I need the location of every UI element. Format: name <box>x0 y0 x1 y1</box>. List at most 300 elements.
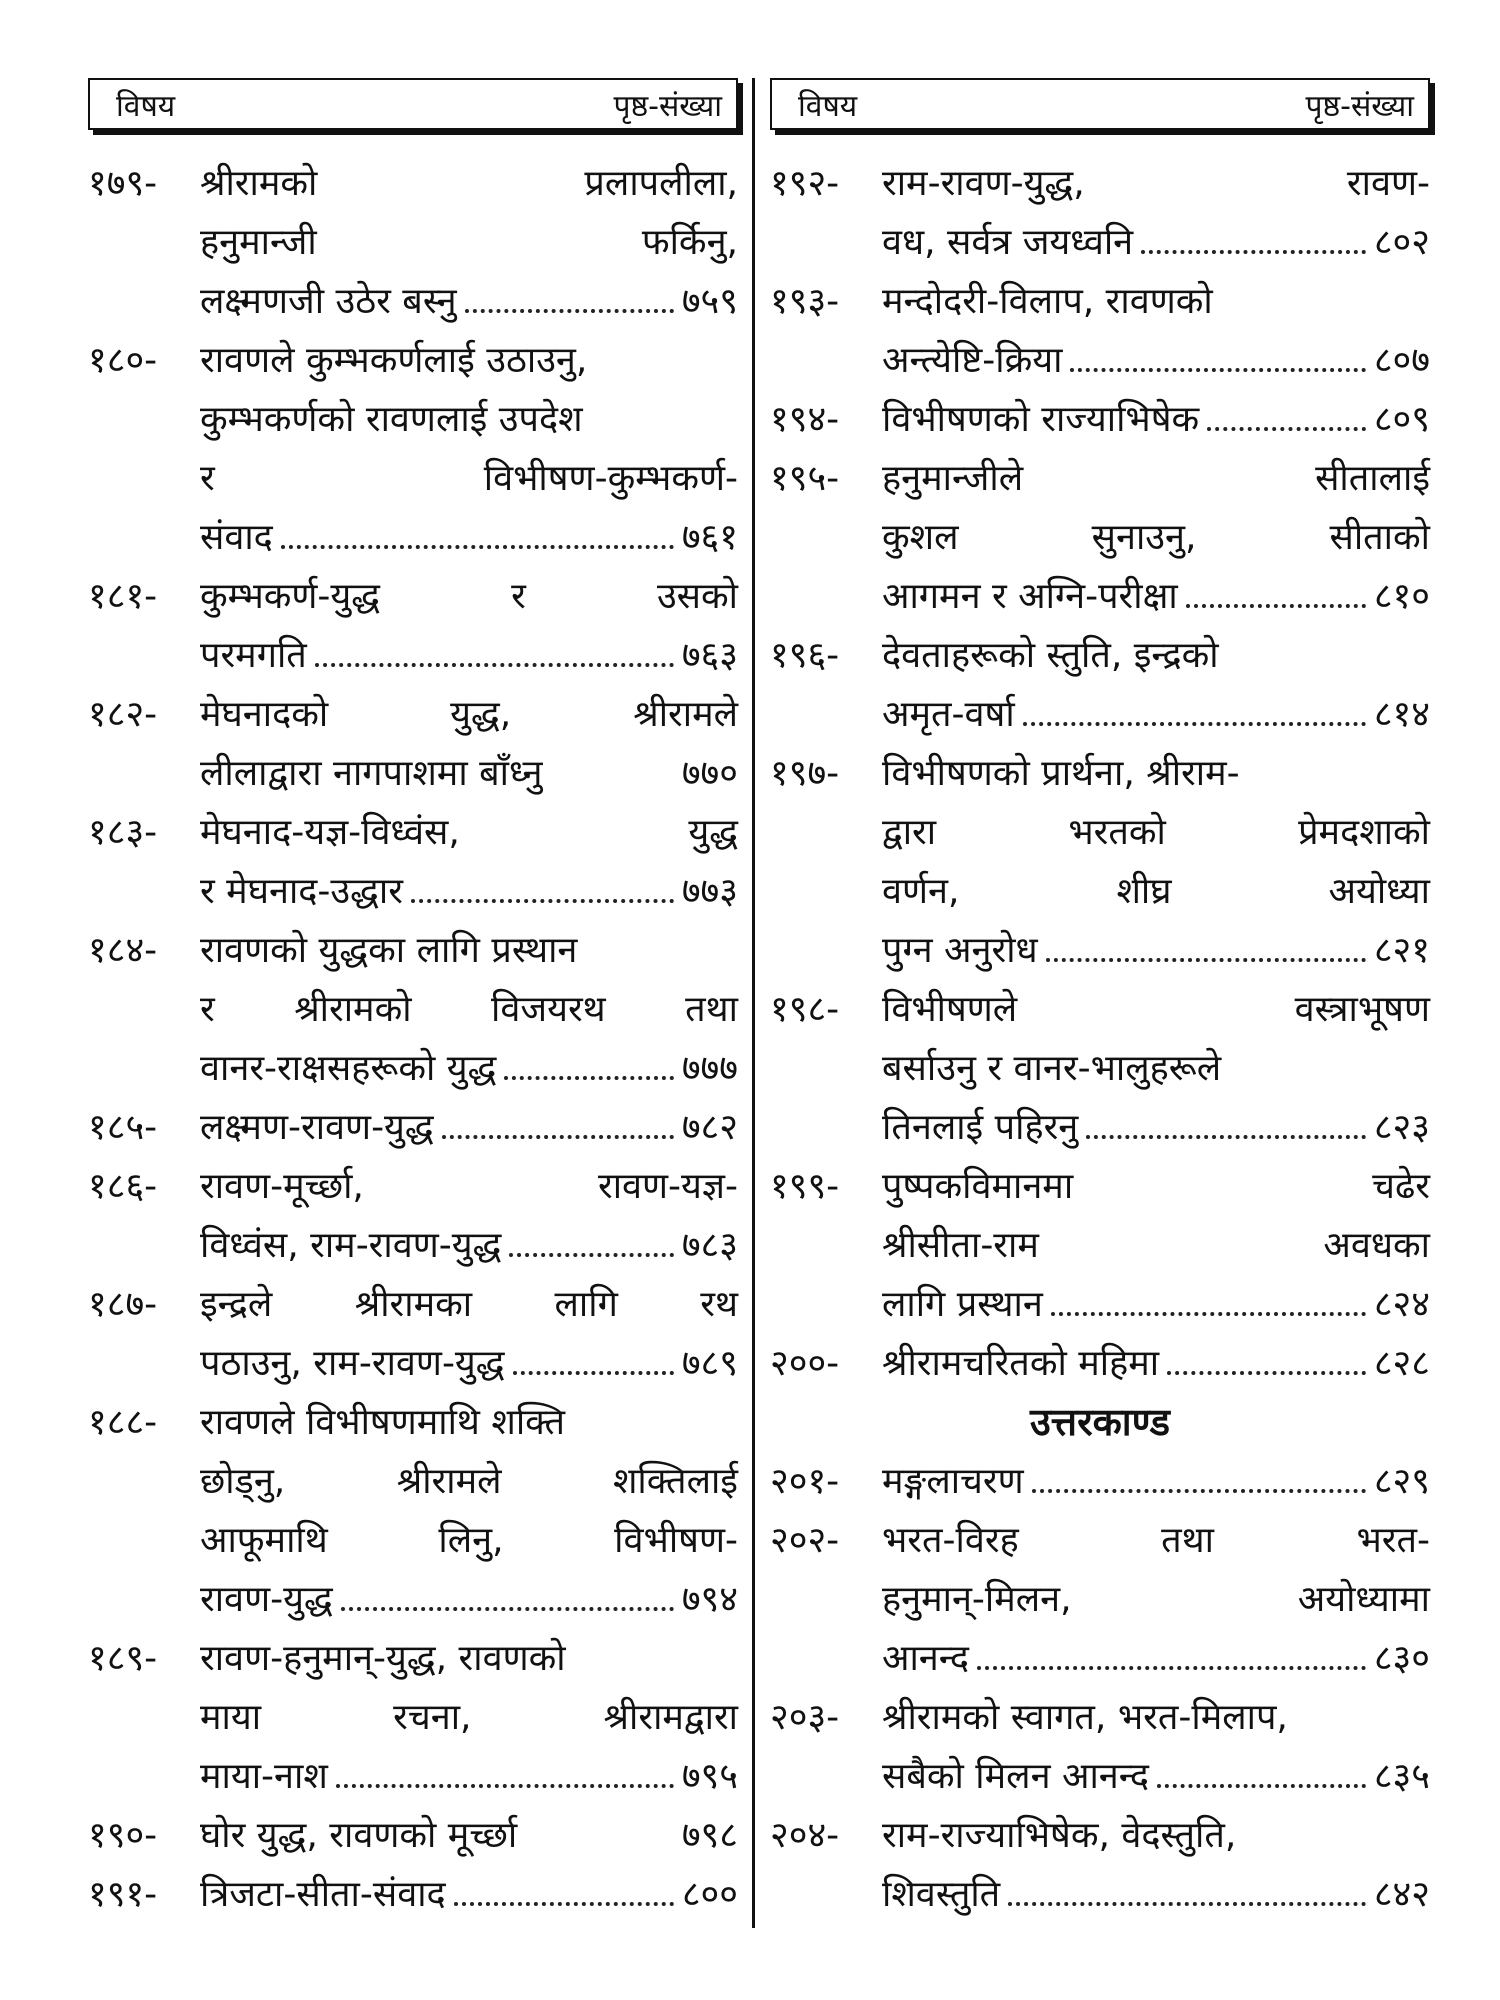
entry-line <box>882 862 1430 921</box>
entry-line-text: सबैको मिलन आनन्द <box>882 1756 1150 1797</box>
entry-word: रथ <box>700 1284 738 1325</box>
toc-entry <box>88 1393 738 1629</box>
dot-leader <box>1086 1098 1366 1139</box>
entry-line <box>200 1216 738 1275</box>
entry-word: युद्ध <box>688 812 738 853</box>
entry-title <box>882 390 1430 449</box>
entry-line-text: बर्साउनु र वानर-भालुहरूले <box>882 1048 1222 1089</box>
entry-line <box>882 1452 1430 1511</box>
page-number: ८४२ <box>1373 1874 1430 1915</box>
entry-word: र <box>200 458 215 499</box>
entry-line-text: रावणले विभीषणमाथि शक्ति <box>200 1402 565 1443</box>
entry-line-text <box>882 1570 1430 1629</box>
entry-line-text: कुम्भकर्णको रावणलाई उपदेश <box>200 399 583 440</box>
entry-word: छोड्नु, <box>200 1461 286 1502</box>
entry-word: युद्ध, <box>450 694 512 735</box>
dot-leader <box>513 1334 674 1375</box>
dot-leader <box>315 626 674 667</box>
page-number: ७६१ <box>681 517 738 558</box>
entry-line-text: आनन्द <box>882 1638 970 1679</box>
entry-line-text: रावण-हनुमान्-युद्ध, रावणको <box>200 1638 566 1679</box>
dot-leader <box>281 508 674 549</box>
toc-entry <box>88 1098 738 1157</box>
entry-title <box>882 154 1430 272</box>
entry-line-text <box>200 449 738 508</box>
entry-line-text: माया-नाश <box>200 1756 328 1797</box>
entry-line <box>200 390 738 449</box>
entry-number: १८४- <box>88 930 158 971</box>
entry-line <box>200 1688 738 1747</box>
gap <box>525 1806 674 1847</box>
entry-line <box>200 449 738 508</box>
entry-line <box>200 154 738 213</box>
toc-entry <box>770 744 1430 980</box>
entry-line-text: राम-राज्याभिषेक, वेदस्तुति, <box>882 1815 1237 1856</box>
entry-line-text <box>882 1157 1430 1216</box>
entry-line-text: पठाउनु, राम-रावण-युद्ध <box>200 1343 505 1384</box>
entry-word: विभीषण-कुम्भकर्ण- <box>483 458 738 499</box>
entry-line-text: अन्त्येष्टि-क्रिया <box>882 340 1063 381</box>
toc-entry <box>770 1157 1430 1334</box>
entry-title <box>882 1157 1430 1334</box>
entry-line-text: श्रीरामचरितको महिमा <box>882 1343 1160 1384</box>
entry-title <box>200 1157 738 1275</box>
entry-number: १९७- <box>770 753 840 794</box>
entry-number: २०४- <box>770 1815 840 1856</box>
page-number: ७८२ <box>681 1107 738 1148</box>
toc-entry <box>88 1275 738 1393</box>
dot-leader <box>1167 1334 1366 1375</box>
toc-entry <box>88 1865 738 1924</box>
page-number: ७९४ <box>681 1579 738 1620</box>
entry-title <box>882 1806 1430 1924</box>
entry-line-text <box>882 803 1430 862</box>
entry-number: २०३- <box>770 1697 840 1738</box>
entry-line-text: लागि प्रस्थान <box>882 1284 1043 1325</box>
entry-line <box>200 744 738 803</box>
gap <box>551 744 674 785</box>
entry-word: वस्त्राभूषण <box>1294 989 1430 1030</box>
dot-leader <box>411 862 674 903</box>
entry-line <box>882 1039 1430 1098</box>
dot-leader <box>1207 390 1366 431</box>
entry-line-text <box>200 1157 738 1216</box>
page-number: ७७३ <box>681 871 738 912</box>
dot-leader <box>1046 921 1366 962</box>
entry-line-text: श्रीरामको स्वागत, भरत-मिलाप, <box>882 1697 1288 1738</box>
entry-word: मेघनाद-यज्ञ-विध्वंस, <box>200 812 460 853</box>
entry-number: १९२- <box>770 163 840 204</box>
entry-word: विभीषणले <box>882 989 1018 1030</box>
entry-line-text <box>200 1275 738 1334</box>
page-number: ८२९ <box>1373 1461 1430 1502</box>
entry-line <box>882 449 1430 508</box>
entry-number: १९३- <box>770 281 840 322</box>
entry-line-text: अमृत-वर्षा <box>882 694 1015 735</box>
entry-line <box>200 626 738 685</box>
entry-number: १७९- <box>88 163 158 204</box>
toc-entry <box>770 1452 1430 1511</box>
entry-line-text: देवताहरूको स्तुति, इन्द्रको <box>882 635 1219 676</box>
entry-word: द्वारा <box>882 812 937 853</box>
entry-word: श्रीरामको <box>294 989 412 1030</box>
entry-word: हनुमान्-मिलन, <box>882 1579 1072 1620</box>
entry-line-text: वध, सर्वत्र जयध्वनि <box>882 222 1134 263</box>
entry-number: १९८- <box>770 989 840 1030</box>
entry-line <box>200 272 738 331</box>
entry-word: श्रीसीता-राम <box>882 1225 1039 1266</box>
entry-line-text: विभीषणको प्रार्थना, श्रीराम- <box>882 753 1240 794</box>
entry-title <box>882 1688 1430 1806</box>
entry-word: कुशल <box>882 517 959 558</box>
entry-line-text: रावणको युद्धका लागि प्रस्थान <box>200 930 578 971</box>
entry-word: शक्तिलाई <box>612 1461 738 1502</box>
entry-line-text <box>200 685 738 744</box>
entry-line-text <box>200 1688 738 1747</box>
dot-leader <box>341 1570 674 1611</box>
entry-line <box>200 213 738 272</box>
entry-line-text: तिनलाई पहिरनु <box>882 1107 1079 1148</box>
page-number: ७८३ <box>681 1225 738 1266</box>
entry-number: १९०- <box>88 1815 158 1856</box>
entry-word: हनुमान्जी <box>200 222 317 263</box>
page-number: ८२४ <box>1373 1284 1430 1325</box>
entry-title <box>200 567 738 685</box>
entry-word: माया <box>200 1697 262 1738</box>
entry-number: १९९- <box>770 1166 840 1207</box>
page-number: ८२३ <box>1373 1107 1430 1148</box>
left-entries <box>88 154 738 1924</box>
entry-number: १८५- <box>88 1107 158 1148</box>
entry-line <box>882 331 1430 390</box>
entry-word: सीतालाई <box>1315 458 1430 499</box>
entry-line <box>200 1570 738 1629</box>
entry-number: १९१- <box>88 1874 158 1915</box>
entry-line <box>200 1511 738 1570</box>
entry-line <box>200 921 738 980</box>
entry-word: अयोध्यामा <box>1297 1579 1430 1620</box>
subject-heading: विषय <box>798 88 858 124</box>
entry-word: रचना, <box>393 1697 472 1738</box>
entry-line <box>200 685 738 744</box>
dot-leader <box>1157 1747 1366 1788</box>
entry-line-text <box>882 508 1430 567</box>
entry-word: श्रीरामको <box>200 163 318 204</box>
page-number: ८०२ <box>1373 222 1430 263</box>
entry-line <box>200 803 738 862</box>
entry-line-text: त्रिजटा-सीता-संवाद <box>200 1874 446 1915</box>
entry-number: १८१- <box>88 576 158 617</box>
page-number: ७६३ <box>681 635 738 676</box>
entry-line-text <box>882 862 1430 921</box>
entry-line-text: लक्ष्मण-रावण-युद्ध <box>200 1107 434 1148</box>
entry-number: २०१- <box>770 1461 840 1502</box>
entry-word: भरत-विरह <box>882 1520 1019 1561</box>
page-number: ८२१ <box>1373 930 1430 971</box>
entry-line-text: मङ्गलाचरण <box>882 1461 1024 1502</box>
entry-number: १९५- <box>770 458 840 499</box>
entry-line <box>200 1275 738 1334</box>
page-number: ८१० <box>1373 576 1430 617</box>
entry-title <box>200 1629 738 1806</box>
toc-entry <box>770 449 1430 626</box>
entry-line-text: लीलाद्वारा नागपाशमा बाँध्नु <box>200 753 543 794</box>
entry-line-text <box>882 1511 1430 1570</box>
entry-line <box>200 1806 738 1865</box>
entry-word: श्रीरामका <box>354 1284 473 1325</box>
entry-line <box>882 685 1430 744</box>
page-number: ७८९ <box>681 1343 738 1384</box>
entry-title <box>200 331 738 567</box>
dot-leader <box>1051 1275 1366 1316</box>
entry-word: तथा <box>1161 1520 1215 1561</box>
entry-word: रावण-मूर्च्छा, <box>200 1166 364 1207</box>
entry-number: १८६- <box>88 1166 158 1207</box>
left-column <box>88 78 738 1924</box>
toc-entry <box>88 1806 738 1865</box>
dot-leader <box>504 1039 673 1080</box>
entry-line <box>200 1452 738 1511</box>
dot-leader <box>1008 1865 1366 1906</box>
entry-title <box>200 921 738 1098</box>
entry-word: विजयरथ <box>491 989 606 1030</box>
entry-line-text <box>200 154 738 213</box>
entry-line-text: लक्ष्मणजी उठेर बस्नु <box>200 281 457 322</box>
entry-line <box>200 862 738 921</box>
entry-word: वर्णन, <box>882 871 960 912</box>
entry-word: अवधका <box>1323 1225 1430 1266</box>
entry-number: २०२- <box>770 1520 840 1561</box>
entry-line <box>882 1747 1430 1806</box>
entry-title <box>200 803 738 921</box>
entry-line <box>200 567 738 626</box>
entry-line-text: विध्वंस, राम-रावण-युद्ध <box>200 1225 502 1266</box>
left-header-box <box>88 78 738 130</box>
toc-entry <box>88 331 738 567</box>
entry-line <box>200 1393 738 1452</box>
entry-line <box>882 1157 1430 1216</box>
entry-word: शीघ्र <box>1116 871 1172 912</box>
toc-entry <box>770 1806 1430 1924</box>
page-number: ७७७ <box>681 1048 738 1089</box>
entry-word: आफूमाथि <box>200 1520 328 1561</box>
entry-title <box>200 1393 738 1629</box>
entry-word: लिनु, <box>438 1520 504 1561</box>
entry-title <box>882 1334 1430 1393</box>
entry-line-text <box>882 154 1430 213</box>
subject-heading: विषय <box>116 88 176 124</box>
toc-entry <box>88 1157 738 1275</box>
entry-title <box>200 1098 738 1157</box>
page-number: ७५९ <box>681 281 738 322</box>
entry-line <box>882 1275 1430 1334</box>
entry-line <box>882 1865 1430 1924</box>
entry-line-text <box>200 213 738 272</box>
entry-line <box>200 1865 738 1924</box>
toc-entry <box>88 567 738 685</box>
entry-title <box>200 154 738 331</box>
entry-line <box>882 1629 1430 1688</box>
entry-line <box>200 1157 738 1216</box>
entry-number: १८७- <box>88 1284 158 1325</box>
entry-line <box>200 1334 738 1393</box>
entry-line <box>200 1039 738 1098</box>
entry-line-text <box>200 980 738 1039</box>
entry-line-text: पुग्न अनुरोध <box>882 930 1038 971</box>
toc-entry <box>770 626 1430 744</box>
dot-leader <box>465 272 674 313</box>
dot-leader <box>1032 1452 1366 1493</box>
entry-title <box>882 272 1430 390</box>
entry-word: कुम्भकर्ण-युद्ध <box>200 576 381 617</box>
entry-line-text <box>200 1511 738 1570</box>
page-number: ८१४ <box>1373 694 1430 735</box>
entry-word: रावण- <box>1346 163 1430 204</box>
entry-title <box>200 685 738 803</box>
toc-entry <box>88 685 738 803</box>
dot-leader <box>1141 213 1366 254</box>
entry-line-text <box>200 1452 738 1511</box>
entry-word: उसको <box>656 576 738 617</box>
toc-entry <box>770 980 1430 1157</box>
entry-number: १८०- <box>88 340 158 381</box>
entry-word: पुष्पकविमानमा <box>882 1166 1074 1207</box>
entry-line <box>882 980 1430 1039</box>
page-number-heading: पृष्ठ-संख्या <box>613 88 722 124</box>
entry-line <box>882 1216 1430 1275</box>
dot-leader <box>1186 567 1366 608</box>
entry-word: मेघनादको <box>200 694 329 735</box>
entry-word: सुनाउनु, <box>1091 517 1197 558</box>
toc-entry <box>88 154 738 331</box>
entry-line <box>882 390 1430 449</box>
page-number: ७७० <box>681 753 738 794</box>
dot-leader <box>1070 331 1365 372</box>
entry-line <box>882 154 1430 213</box>
entry-number: २००- <box>770 1343 840 1384</box>
entry-line-text: शिवस्तुति <box>882 1874 1001 1915</box>
entry-word: चढेर <box>1372 1166 1430 1207</box>
page-number: ८३० <box>1373 1638 1430 1679</box>
entry-line-text: विभीषणको राज्याभिषेक <box>882 399 1200 440</box>
entry-word: हनुमान्जीले <box>882 458 1024 499</box>
entry-line <box>200 508 738 567</box>
entry-line <box>200 980 738 1039</box>
entry-line <box>200 331 738 390</box>
entry-line-text: परमगति <box>200 635 307 676</box>
entry-line-text <box>200 803 738 862</box>
dot-leader <box>509 1216 673 1257</box>
entry-line-text: संवाद <box>200 517 273 558</box>
entry-line <box>200 1747 738 1806</box>
entry-word: सीताको <box>1329 517 1430 558</box>
entry-line <box>882 921 1430 980</box>
dot-leader <box>1023 685 1366 726</box>
entry-title <box>882 744 1430 980</box>
dot-leader <box>442 1098 674 1139</box>
entry-word: तथा <box>685 989 738 1030</box>
page-number: ७९८ <box>681 1815 738 1856</box>
entry-word: रावण-यज्ञ- <box>597 1166 738 1207</box>
page-number: ८३५ <box>1373 1756 1430 1797</box>
entry-number: १८३- <box>88 812 158 853</box>
entry-title <box>882 626 1430 744</box>
entry-word: र <box>200 989 215 1030</box>
entry-line <box>882 567 1430 626</box>
entry-line-text: रावण-युद्ध <box>200 1579 333 1620</box>
entry-number: १९४- <box>770 399 840 440</box>
entry-number: १८९- <box>88 1638 158 1679</box>
entry-title <box>882 1452 1430 1511</box>
entry-word: भरतको <box>1068 812 1166 853</box>
entry-line <box>882 1570 1430 1629</box>
entry-number: १८२- <box>88 694 158 735</box>
entry-title <box>882 449 1430 626</box>
entry-line-text <box>882 1216 1430 1275</box>
entry-line-text: घोर युद्ध, रावणको मूर्च्छा <box>200 1815 518 1856</box>
entry-line <box>882 744 1430 803</box>
toc-entry <box>88 1629 738 1806</box>
entry-line <box>882 272 1430 331</box>
entry-line-text: आगमन र अग्नि-परीक्षा <box>882 576 1178 617</box>
toc-entry <box>770 1334 1430 1393</box>
toc-entry <box>770 154 1430 272</box>
right-entries <box>770 154 1430 1924</box>
page-number-heading: पृष्ठ-संख्या <box>1305 88 1414 124</box>
dot-leader <box>336 1747 674 1788</box>
entry-word: र <box>511 576 526 617</box>
entry-line-text: मन्दोदरी-विलाप, रावणको <box>882 281 1213 322</box>
entry-line <box>882 1688 1430 1747</box>
entry-word: राम-रावण-युद्ध, <box>882 163 1085 204</box>
column-divider <box>752 78 755 1928</box>
entry-word: अयोध्या <box>1328 871 1430 912</box>
entry-word: इन्द्रले <box>200 1284 273 1325</box>
page-number: ८०७ <box>1373 340 1430 381</box>
entry-word: श्रीरामले <box>633 694 738 735</box>
right-column <box>770 78 1430 1924</box>
entry-line-text: रावणले कुम्भकर्णलाई उठाउनु, <box>200 340 588 381</box>
entry-line-text: र मेघनाद-उद्धार <box>200 871 403 912</box>
toc-entry <box>770 390 1430 449</box>
dot-leader <box>977 1629 1366 1670</box>
entry-line <box>882 1511 1430 1570</box>
entry-word: श्रीरामद्वारा <box>603 1697 738 1738</box>
entry-title <box>200 1865 738 1924</box>
entry-line <box>882 1806 1430 1865</box>
entry-line <box>200 1098 738 1157</box>
toc-entry <box>88 803 738 921</box>
toc-entry <box>770 272 1430 390</box>
entry-line <box>882 803 1430 862</box>
page-number: ८०९ <box>1373 399 1430 440</box>
entry-word: प्रेमदशाको <box>1298 812 1430 853</box>
toc-entry <box>770 1688 1430 1806</box>
right-header-box <box>770 78 1430 130</box>
entry-line-text <box>882 449 1430 508</box>
entry-line <box>200 1629 738 1688</box>
entry-word: भरत- <box>1356 1520 1430 1561</box>
section-heading: उत्तरकाण्ड <box>1029 1400 1171 1444</box>
toc-entry <box>88 921 738 1098</box>
entry-title <box>200 1806 738 1865</box>
entry-title <box>882 980 1430 1157</box>
entry-line-text: वानर-राक्षसहरूको युद्ध <box>200 1048 497 1089</box>
entry-line <box>882 1334 1430 1393</box>
entry-word: लागि <box>554 1284 618 1325</box>
entry-title <box>882 1511 1430 1688</box>
page-number: ८०० <box>681 1874 738 1915</box>
